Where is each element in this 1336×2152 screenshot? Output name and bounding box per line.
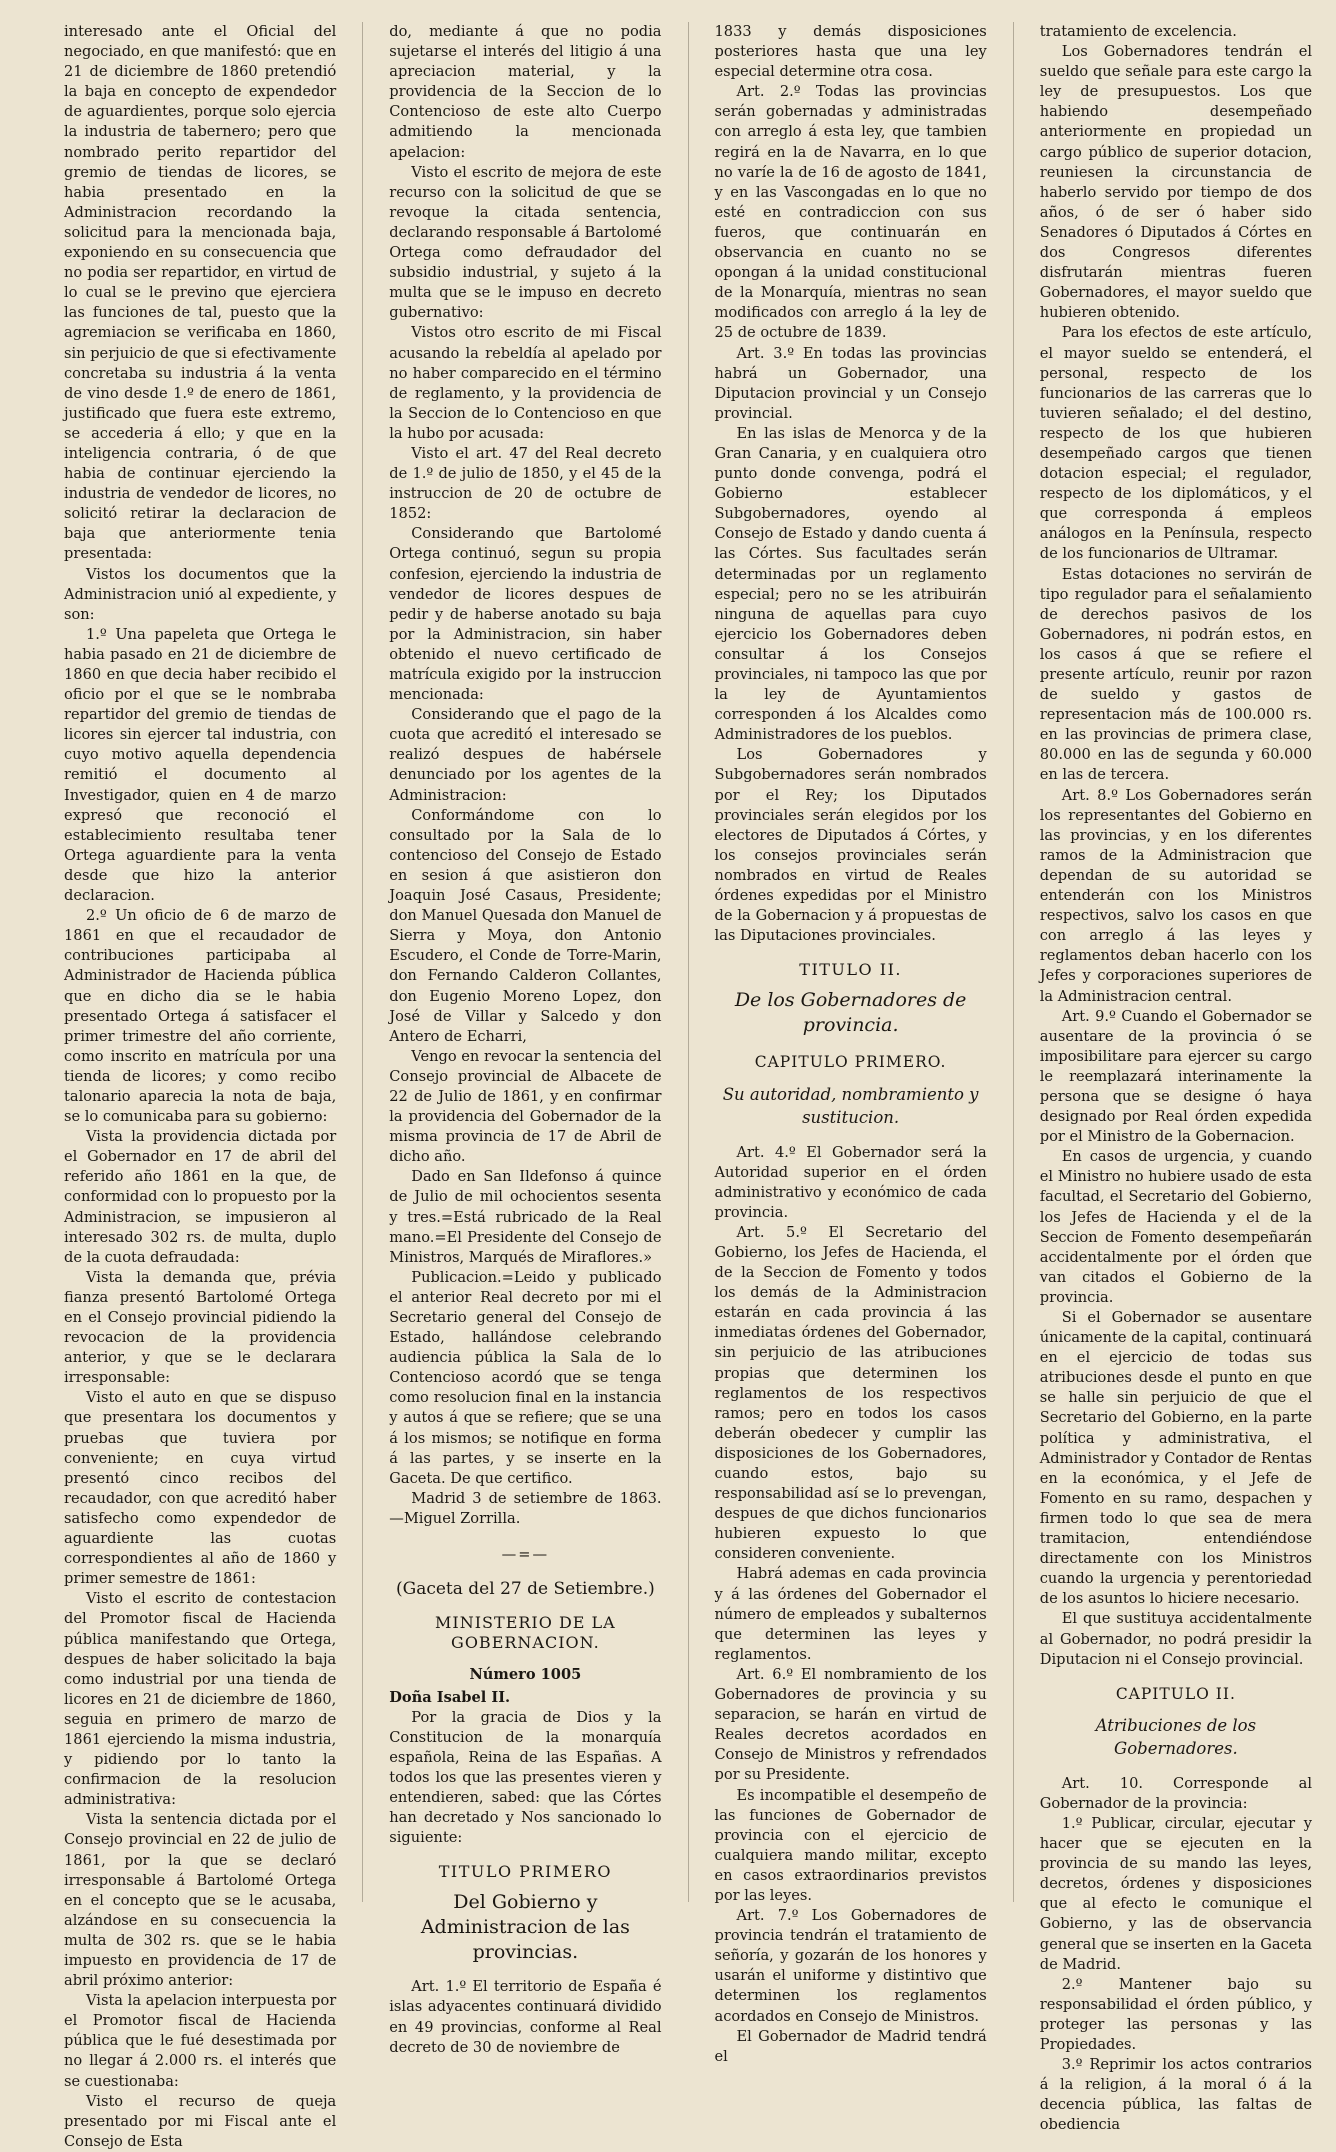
- paragraph: Visto el escrito de contestacion del Promotor fiscal de Hacienda pública manifestando que Ortega, despues de haber solicitado la baja como industrial por una tienda de licores en 21 de diciembre de 1860, seguia en primero de marzo de 1861 ejerciendo la misma industria, y pidiendo por lo tanto la confirmacion de la resolucion administrativa:: [64, 1590, 337, 1809]
- paragraph: Vista la demanda que, prévia fianza presentó Bartolomé Ortega en el Consejo provincial pidiendo la revocacion de la providencia anterior, y que se le declarara irresponsable:: [64, 1268, 337, 1387]
- paragraph: Art. 2.º Todas las provincias serán gobernadas y administradas con arreglo á esta ley, que tambien regirá en la de Navarra, en lo que no varíe la de 16 de agosto de 1841, y en las Vascongadas en lo que no esté en contradiccion con sus fueros, que continuarán en observancia en cuanto no se opongan á la unidad constitucional de la Monarquía, mientras no sean modificados con arreglo á la ley de 25 de octubre de 1839.: [714, 83, 987, 342]
- paragraph: Por la gracia de Dios y la Constitucion de la monarquía española, Reina de las Españas. A todos los que las presentes vieren y entendieren, sabed: que las Córtes han decretado y Nos sancionado lo siguiente:: [389, 1708, 662, 1847]
- paragraph: Estas dotaciones no servirán de tipo regulador para el señalamiento de derechos pasivos de los Gobernadores, ni podrán estos, en los casos á que se refiere el presente artículo, reunir por razon de sueldo y gastos de representacion más de 100.000 rs. en las provincias de primera clase, 80.000 en las de segunda y 60.000 en las de tercera.: [1039, 565, 1312, 784]
- title-heading: TITULO PRIMERO: [438, 1862, 613, 1882]
- paragraph: 2.º Mantener bajo su responsabilidad el órden público, y proteger las personas y las Propiedades.: [1039, 1975, 1312, 2053]
- chapter-heading: CAPITULO II.: [1115, 1684, 1236, 1703]
- paragraph: Dado en San Ildefonso á quince de Julio de mil ochocientos sesenta y tres.=Está rubricado de la Real mano.=El Presidente del Consejo de Ministros, Marqués de Miraflores.»: [389, 1168, 662, 1266]
- paragraph: Visto el escrito de mejora de este recurso con la solicitud de que se revoque la citada sentencia, declarando responsable á Bartolomé Ortega como defraudador del subsidio industrial, y sujeto á la multa que se le impuso en decreto gubernativo:: [389, 163, 662, 322]
- column-1: [64, 22, 337, 2150]
- column-divider: [688, 22, 689, 1902]
- paragraph: Vistos otro escrito de mi Fiscal acusando la rebeldía al apelado por no haber comparecido en el término de reglamento, y la providencia de la Seccion de lo Contencioso en que la hubo por acusada:: [389, 324, 662, 442]
- title-subheading: De los Gobernadores de provincia.: [734, 989, 967, 1037]
- gazette-date-heading: (Gaceta del 27 de Setiembre.): [396, 1579, 655, 1600]
- paragraph: Para los efectos de este artículo, el mayor sueldo se entenderá, el personal, respecto de los funcionarios de las carreras que lo tuvieren señalado; el del destino, respecto de los que hubieren desempeñado cargos que tienen dotacion especial; el regulador, respecto de los diplomáticos, y el que corresponda á empleos análogos en la Península, respecto de los funcionarios de Ultramar.: [1039, 324, 1312, 563]
- paragraph: Vista la providencia dictada por el Gobernador en 17 de abril del referido año 1861 en la que, de conformidad con lo propuesto por la Administracion, se impusieron al interesado 302 rs. de multa, duplo de la cuota defraudada:: [64, 1128, 337, 1266]
- paragraph: Visto el art. 47 del Real decreto de 1.º de julio de 1850, y el 45 de la instruccion de 20 de octubre de 1852:: [389, 444, 662, 523]
- column-divider: [1013, 22, 1014, 1902]
- paragraph: Vista la sentencia dictada por el Consejo provincial en 22 de julio de 1861, por la que se declaró irresponsable á Bartolomé Ortega en el concepto que se le acusaba, alzándose en su consecuencia la multa de 302 rs. que se le habia impuesto en providencia de 17 de abril próximo anterior:: [64, 1811, 337, 1990]
- paragraph: Art. 3.º En todas las provincias habrá un Gobernador, una Diputacion provincial y un Consejo provincial.: [714, 344, 987, 422]
- paragraph: do, mediante á que no podia sujetarse el interés del litigio á una apreciacion material, y la providencia de la Seccion de lo Contencioso de este alto Cuerpo admitiendo la mencionada apelacion:: [389, 23, 662, 161]
- paragraph: Considerando que el pago de la cuota que acreditó el interesado se realizó despues de habérsele denunciado por los agentes de la Administracion:: [389, 706, 662, 804]
- paragraph: Los Gobernadores tendrán el sueldo que señale para este cargo la ley de presupuestos. Los que habiendo desempeñado anteriormente en propiedad un cargo público de superior dotacion, reuniesen la circunstancia de haberlo servido por tiempo de dos años, ó de ser ó haber sido Senadores ó Diputados á Córtes en dos Congresos diferentes disfrutarán mientras fueren Gobernadores, el mayor sueldo que hubieren obtenido.: [1039, 43, 1312, 322]
- paragraph: Si el Gobernador se ausentare únicamente de la capital, continuará en el ejercicio de todas sus atribuciones desde el punto en que se halle sin perjuicio de que el Secretario del Gobierno, en la parte política y administrativa, el Administrador y Contador de Rentas en la económica, y el Jefe de Fomento en su ramo, despachen y firmen todo lo que sea de mera tramitacion, entendiéndose directamente con los Ministros cuando la urgencia y perentoriedad de los asuntos lo hiciere necesario.: [1039, 1309, 1312, 1608]
- paragraph: Visto el auto en que se dispuso que presentara los documentos y pruebas que tuviera por conveniente; en cuya virtud presentó cinco recibos del recaudador, con que acreditó haber satisfecho como expendedor de aguardiente las cuotas correspondientes al año de 1860 y primer semestre de 1861:: [64, 1389, 337, 1588]
- paragraph: Considerando que Bartolomé Ortega continuó, segun su propia confesion, ejerciendo la industria de vendedor de licores despues de pedir y de haberse anotado su baja por la Administracion, sin haber obtenido el nuevo certificado de matrícula exigido por la instruccion mencionada:: [389, 525, 662, 704]
- signature-line: Madrid 3 de setiembre de 1863.—Miguel Zorrilla.: [389, 1489, 662, 1527]
- paragraph: 2.º Un oficio de 6 de marzo de 1861 en que el recaudador de contribuciones participaba al Administrador de Hacienda pública que en dicho dia se le habia presentado Ortega á satisfacer el primer trimestre del año corriente, como inscrito en matrícula por una tienda de licores; y como recibo talonario aparecia la nota de baja, se lo comunicaba para su gobierno:: [64, 907, 337, 1126]
- paragraph: Art. 7.º Los Gobernadores de provincia tendrán el tratamiento de señoría, y gozarán de los honores y usarán el uniforme y distintivo que determinen los reglamentos acordados en Consejo de Ministros.: [714, 1907, 987, 2025]
- column-3: [714, 22, 987, 2065]
- paragraph: 1.º Publicar, circular, ejecutar y hacer que se ejecuten en la provincia de su mando las leyes, decretos, órdenes y disposiciones que al efecto le comunique el Gobierno, y las de observancia general que se inserten en la Gaceta de Madrid.: [1039, 1814, 1312, 1973]
- paragraph: Art. 1.º El territorio de España é islas adyacentes continuará dividido en 49 provincias, conforme al Real decreto de 30 de noviembre de: [389, 1978, 662, 2056]
- paragraph: Vengo en revocar la sentencia del Consejo provincial de Albacete de 22 de Julio de 1861, y en confirmar la providencia del Gobernador de la misma provincia de 17 de Abril de dicho año.: [389, 1047, 662, 1166]
- ministry-heading: MINISTERIO DE LA GOBERNACION.: [435, 1613, 616, 1653]
- paragraph: Art. 5.º El Secretario del Gobierno, los Jefes de Hacienda, el de la Seccion de Fomento y todos los demás de la Administracion estarán en cada provincia á las inmediatas órdenes del Gobernador, sin perjuicio de las atribuciones propias que determinen los reglamentos de los respectivos ramos; pero en todos los casos deberán obedecer y cumplir las disposiciones de los Gobernadores, cuando estos, bajo su responsabilidad así se lo prevengan, despues de que dichos funcionarios hubieren expuesto lo que consideren conveniente.: [714, 1223, 987, 1563]
- chapter-heading: CAPITULO PRIMERO.: [754, 1053, 947, 1072]
- paragraph: En casos de urgencia, y cuando el Ministro no hubiere usado de esta facultad, el Secretario del Gobierno, los Jefes de Hacienda y el de la Seccion de Fomento desempeñarán accidentalmente por el órden que van citados el Gobierno de la provincia.: [1039, 1148, 1312, 1306]
- section-separator: —=—: [501, 1546, 550, 1564]
- paragraph: Visto el recurso de queja presentado por mi Fiscal ante el Consejo de Esta: [64, 2092, 337, 2150]
- chapter-subheading: Su autoridad, nombramiento y sustitucion.: [722, 1084, 979, 1127]
- paragraph: Vistos los documentos que la Administracion unió al expediente, y son:: [64, 565, 337, 623]
- paragraph: 1833 y demás disposiciones posteriores hasta que una ley especial determine otra cosa.: [714, 23, 987, 81]
- paragraph: El que sustituya accidentalmente al Gobernador, no podrá presidir la Diputacion ni el Consejo provincial.: [1039, 1610, 1312, 1668]
- paragraph: Art. 6.º El nombramiento de los Gobernadores de provincia y su separacion, se harán en virtud de Reales decretos acordados en Consejo de Ministros y refrendados por su Presidente.: [714, 1665, 987, 1784]
- paragraph: Art. 4.º El Gobernador será la Autoridad superior en el órden administrativo y económico de cada provincia.: [714, 1143, 987, 1221]
- paragraph: 3.º Reprimir los actos contrarios á la religion, á la moral ó á la decencia pública, las faltas de obediencia: [1039, 2056, 1312, 2134]
- title-subheading: Del Gobierno y Administracion de las provincias.: [420, 1891, 630, 1964]
- paragraph: El Gobernador de Madrid tendrá el: [714, 2027, 987, 2065]
- paragraph: En las islas de Menorca y de la Gran Canaria, y en cualquiera otro punto donde convenga, podrá el Gobierno establecer Subgobernadores, oyendo al Consejo de Estado y dando cuenta á las Córtes. Sus facultades serán determinadas por un reglamento especial; pero no se les atribuirán ninguna de aquellas para cuyo ejercicio los Gobernadores deben consultar á los Consejos provinciales, ni tampoco las que por la ley de Ayuntamientos corresponden á los Alcaldes como Administradores de los pueblos.: [714, 424, 987, 744]
- paragraph: Publicacion.=Leido y publicado el anterior Real decreto por mi el Secretario general del Consejo de Estado, hallándose celebrando audiencia pública la Sala de lo Contencioso acordó que se tenga como resolucion final en la instancia y autos á que se refiere; que se una á los mismos; se notifique en forma á las partes, y se inserte en la Gaceta. De que certifico.: [389, 1268, 662, 1487]
- paragraph: Vista la apelacion interpuesta por el Promotor fiscal de Hacienda pública que le fué desestimada por no llegar á 2.000 rs. el interés que se cuestionaba:: [64, 1992, 337, 2090]
- paragraph: Los Gobernadores y Subgobernadores serán nombrados por el Rey; los Diputados provinciales serán elegidos por los electores de Diputados á Córtes, y los consejos provinciales serán nombrados en virtud de Reales órdenes expedidas por el Ministro de la Gobernacion y á propuestas de las Diputaciones provinciales.: [714, 746, 987, 945]
- column-divider: [362, 22, 363, 1902]
- column-2: [389, 22, 662, 2056]
- chapter-subheading: Atribuciones de los Gobernadores.: [1095, 1715, 1257, 1758]
- paragraph: interesado ante el Oficial del negociado, en que manifestó: que en 21 de diciembre de 1860 pretendió la baja en concepto de expendedor de aguardientes, porque solo ejercia la industria de tabernero; pero que nombrado perito repartidor del gremio de tiendas de licores, se habia presentado en la Administracion recordando la solicitud para la mencionada baja, exponiendo en su consecuencia que no podia ser repartidor, en virtud de lo cual se le previno que ejerciera las funciones de tal, puesto que la agremiacion se verificaba en 1860, sin perjuicio de que si efectivamente concretaba su industria á la venta de vino desde 1.º de enero de 1861, justificado que fuera este extremo, se accederia á ello; y que en la inteligencia contraria, ó de que habia de continuar ejerciendo la industria de vendedor de licores, no solicitó retirar la declaracion de baja que anteriormente tenia presentada:: [64, 23, 337, 563]
- paragraph: Conformándome con lo consultado por la Sala de lo contencioso del Consejo de Estado en sesion á que asistieron don Joaquin José Casaus, Presidente; don Manuel Quesada don Manuel de Sierra y Moya, don Antonio Escudero, el Conde de Torre-Marin, don Fernando Calderon Collantes, don Eugenio Moreno Lopez, don José de Villar y Salcedo y don Antero de Echarri,: [389, 806, 662, 1045]
- paragraph: Art. 8.º Los Gobernadores serán los representantes del Gobierno en las provincias, y en los diferentes ramos de la Administracion que dependan de su autoridad se entenderán con los Ministros respectivos, salvo los casos en que con arreglo á las leyes y reglamentos deban hacerlo con los Jefes y corporaciones superiores de la Administracion central.: [1039, 786, 1312, 1005]
- paragraph: 1.º Una papeleta que Ortega le habia pasado en 21 de diciembre de 1860 en que decia haber recibido el oficio por el que se le nombraba repartidor del gremio de tiendas de licores sin ejercer tal industria, con cuyo motivo aquella dependencia remitió el documento al Investigador, quien en 4 de marzo expresó que reconoció el establecimiento resultaba tener Ortega aguardiente para la venta desde que hizo la anterior declaracion.: [64, 625, 337, 905]
- column-4: [1039, 22, 1312, 2134]
- paragraph: tratamiento de excelencia.: [1039, 23, 1237, 40]
- decree-number: Número 1005: [469, 1666, 582, 1684]
- paragraph: Art. 10. Corresponde al Gobernador de la provincia:: [1039, 1774, 1312, 1812]
- paragraph: Art. 9.º Cuando el Gobernador se ausentare de la provincia ó se imposibilitare para ejercer su cargo le reemplazará interinamente la persona que se designe ó haya designado por Real órden expedida por el Ministro de la Gobernacion.: [1039, 1007, 1312, 1146]
- sovereign-name: Doña Isabel II.: [389, 1688, 511, 1706]
- title-heading: TITULO II.: [799, 960, 902, 980]
- paragraph: Habrá ademas en cada provincia y á las órdenes del Gobernador el número de empleados y subalternos que determinen las leyes y reglamentos.: [714, 1565, 987, 1663]
- paragraph: Es incompatible el desempeño de las funciones de Gobernador de provincia con el ejercicio de cualquiera mando militar, excepto en casos extraordinarios previstos por las leyes.: [714, 1786, 987, 1904]
